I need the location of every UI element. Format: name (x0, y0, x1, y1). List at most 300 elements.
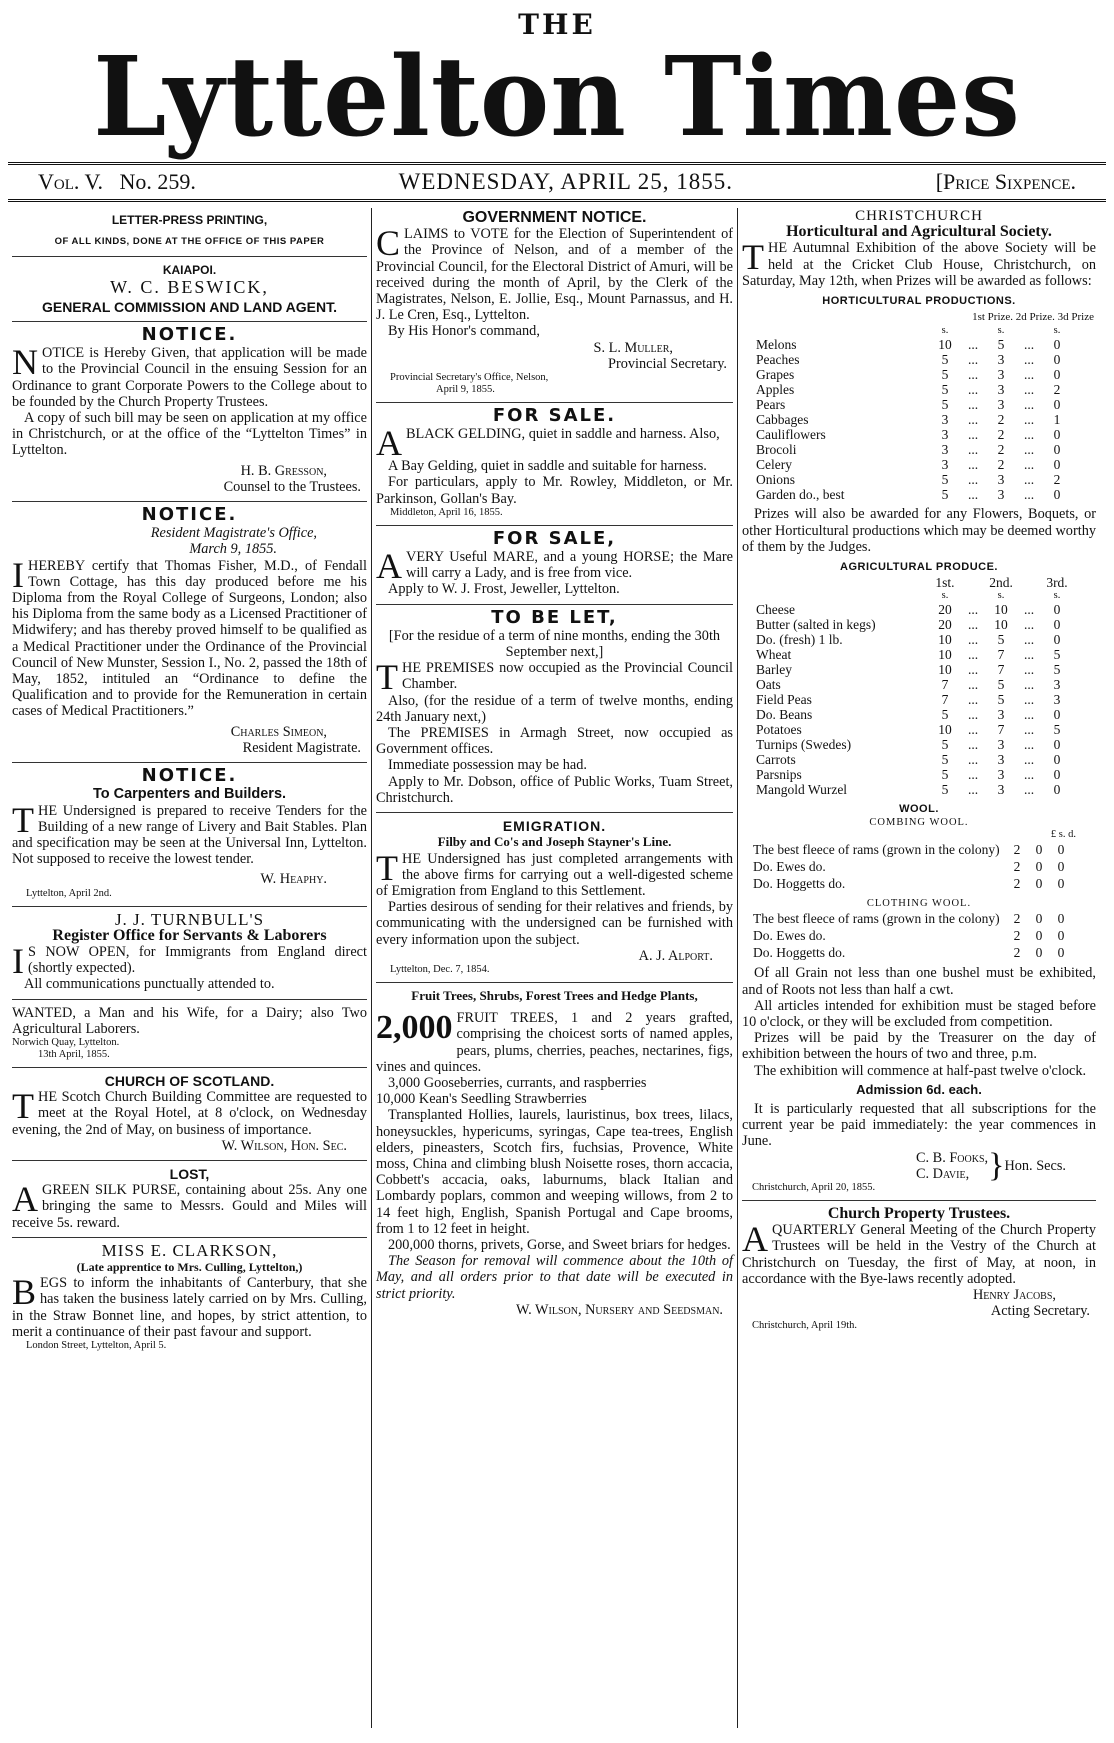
item-name: Oats (756, 677, 781, 693)
pounds: 2 (1013, 876, 1021, 892)
lsd-heads: £ s. d. (1050, 829, 1076, 841)
dot-leader: ... (1023, 707, 1035, 723)
prize-1st: 7 (941, 677, 949, 693)
notice-college (12, 324, 367, 495)
prize-3rd: 0 (1053, 737, 1061, 753)
prize-2nd: 3 (997, 397, 1005, 413)
prize-1st: 3 (941, 412, 949, 428)
prize-3rd: 0 (1053, 782, 1061, 798)
column-1 (8, 208, 372, 1728)
prize-1st: 10 (938, 662, 952, 678)
signature: H. B. Gresson, (240, 462, 327, 479)
notice-date: Lyttelton, April 2nd. (26, 887, 112, 899)
item-name: Brocoli (756, 442, 797, 458)
prize-2nd: 3 (997, 707, 1005, 723)
sale-body: BLACK GELDING, quiet in saddle and harness. Also, (406, 426, 720, 443)
divider (12, 1237, 367, 1238)
table-row (754, 337, 1074, 352)
pence: 0 (1057, 859, 1065, 875)
prize-3rd: 0 (1053, 427, 1061, 443)
wanted-ad: WANTED, a Man and his Wife, for a Dairy; also Two Agricultural Laborers. (12, 1004, 367, 1037)
pence: 0 (1057, 876, 1065, 892)
item-name: Cabbages (756, 412, 809, 428)
drop-cap: A (376, 423, 402, 464)
prize-3rd: 0 (1053, 752, 1061, 768)
unit-row (754, 590, 1074, 602)
divider (376, 982, 733, 983)
pounds: 2 (1013, 911, 1021, 927)
emig-date: Lyttelton, Dec. 7, 1854. (390, 963, 490, 975)
divider (376, 402, 733, 403)
society-place: CHRISTCHURCH (855, 208, 983, 224)
society-intro: HE Autumnal Exhibition of the above Society will be held at the Cricket Club House, Christchurch, on Saturday, May 12th, when Prizes will be awarded as follows: (742, 240, 1096, 289)
dot-leader: ... (1023, 367, 1035, 383)
item-name: Carrots (756, 752, 796, 768)
trees-line: 10,000 Kean's Seedling Strawberries (376, 1091, 587, 1108)
turnbull-register (12, 909, 367, 1061)
spacer-cell (962, 575, 984, 590)
item-name: Do. Hoggetts do. (753, 945, 846, 961)
shillings: 0 (1035, 876, 1043, 892)
hort-table (754, 325, 1074, 502)
dot-leader: ... (1023, 382, 1035, 398)
unit-cell: s. (941, 325, 949, 337)
prize-2nd: 2 (997, 442, 1005, 458)
agri-heading: AGRICULTURAL PRODUCE. (840, 561, 998, 574)
prize-3rd: 0 (1053, 767, 1061, 783)
trees-line: 3,000 Gooseberries, currants, and raspberries (388, 1074, 647, 1091)
signature: Henry Jacobs, (972, 1287, 1056, 1304)
notice-body: HE Undersigned is prepared to receive Tenders for the Building of a new range of Livery and Bait Stables. Plan and specification may be seen at the Universal Inn, Lyttelton. Not supposed to receive the lowest tender. (12, 802, 367, 868)
item-name: Butter (salted in kegs) (756, 617, 876, 633)
table-row (754, 382, 1074, 397)
unit-cell: s. (997, 325, 1005, 337)
sale-date: Middleton, April 16, 1855. (390, 506, 503, 518)
divider (12, 999, 367, 1000)
prize-2nd: 3 (997, 782, 1005, 798)
letterpress-sub: OF ALL KINDS, DONE AT THE OFFICE OF THIS PAPER (54, 236, 325, 248)
clarkson-body: EGS to inform the inhabitants of Canterbury, that she has taken the business lately carried on by Mrs. Culling, in the Straw Bonnet line, and hopes, by strict attention, to merit a continuance of their past favour and support. (12, 1275, 367, 1340)
turnbull-date: 13th April, 1855. (38, 1048, 110, 1060)
commence-note: The exhibition will commence at half-past twelve o'clock. (754, 1062, 1087, 1079)
prize-2nd: 3 (997, 382, 1005, 398)
spacer-cell (962, 590, 984, 602)
sale-heading: FOR SALE, (492, 527, 617, 549)
dot-leader: ... (967, 412, 979, 428)
prize-3rd: 0 (1053, 617, 1061, 633)
hort-heading: HORTICULTURAL PRODUCTIONS. (822, 295, 1016, 308)
prize-3rd: 0 (1053, 602, 1061, 618)
price: [Price Sixpence. (935, 169, 1076, 194)
trees-heading: Fruit Trees, Shrubs, Forest Trees and Hedge Plants, (411, 987, 698, 1003)
prize-3rd: 0 (1053, 487, 1061, 503)
shillings: 0 (1035, 945, 1043, 961)
admission: Admission 6d. each. (856, 1081, 982, 1097)
drop-cap: T (376, 847, 398, 888)
dot-leader: ... (1023, 782, 1035, 798)
unit-row (754, 325, 1074, 337)
emig-sub: Filby and Co's and Joseph Stayner's Line. (437, 834, 672, 850)
pence: 0 (1057, 911, 1065, 927)
drop-cap: T (12, 1086, 34, 1127)
signature: W. Wilson, Hon. Sec. (221, 1137, 347, 1154)
prize-2nd: 5 (997, 692, 1005, 708)
prize-1st: 3 (941, 442, 949, 458)
sale-body: Apply to W. J. Frost, Jeweller, Lyttelton. (388, 581, 620, 598)
dot-leader: ... (1023, 662, 1035, 678)
dot-leader: ... (967, 427, 979, 443)
dot-leader: ... (1023, 337, 1035, 353)
drop-cap: T (12, 799, 34, 840)
dot-leader: ... (967, 677, 979, 693)
table-row (752, 927, 1072, 944)
dot-leader: ... (967, 617, 979, 633)
item-name: Apples (756, 382, 795, 398)
notice-heading: NOTICE. (141, 324, 238, 346)
table-row (754, 412, 1074, 427)
hort-column-heads: 1st Prize. 2d Prize. 3d Prize (972, 311, 1094, 324)
secretaries-title: Hon. Secs. (1004, 1157, 1066, 1174)
signature: Charles Simeon, (230, 723, 327, 740)
lost-notice (12, 1166, 367, 1231)
drop-cap: C (376, 223, 401, 264)
prize-3rd: 3 (1053, 692, 1061, 708)
dot-leader: ... (1023, 442, 1035, 458)
item-name: Turnips (Swedes) (756, 737, 852, 753)
prize-2nd: 5 (997, 337, 1005, 353)
prize-1st: 10 (938, 337, 952, 353)
let-term: [For the residue of a term of nine months, ending the 30th September next,] (388, 627, 721, 661)
shillings: 0 (1035, 859, 1043, 875)
divider (12, 256, 367, 257)
dot-leader: ... (967, 782, 979, 798)
dot-leader: ... (1023, 692, 1035, 708)
turnbull-name: J. J. TURNBULL'S (114, 909, 265, 929)
govt-office: Provincial Secretary's Office, Nelson, (390, 372, 549, 384)
signature-title: Counsel to the Trustees. (223, 478, 361, 495)
society-title: Horticultural and Agricultural Society. (786, 223, 1052, 241)
let-body: Apply to Mr. Dobson, office of Public Works, Tuam Street, Christchurch. (376, 773, 733, 806)
divider (376, 525, 733, 526)
item-name: Mangold Wurzel (756, 782, 848, 798)
pence: 0 (1057, 945, 1065, 961)
dot-leader: ... (967, 752, 979, 768)
sale-body: A Bay Gelding, quiet in saddle and suitable for harness. (388, 458, 707, 475)
dot-leader: ... (1023, 617, 1035, 633)
column-3 (738, 208, 1100, 1728)
divider (12, 906, 367, 907)
dot-leader: ... (1023, 647, 1035, 663)
table-row (754, 472, 1074, 487)
table-header-row (754, 575, 1074, 590)
prize-2nd: 7 (997, 662, 1005, 678)
let-body: Also, (for the residue of a term of twelve months, ending 24th January next,) (376, 692, 733, 725)
prize-2nd: 5 (997, 632, 1005, 648)
govt-command: By His Honor's command, (388, 323, 540, 340)
divider (376, 812, 733, 813)
combing-table (752, 841, 1072, 892)
for-sale-gelding (376, 405, 733, 519)
emigration (376, 818, 733, 976)
fruit-trees-ad (376, 988, 733, 1318)
prize-2nd: 2 (997, 427, 1005, 443)
table-row (754, 632, 1074, 647)
pence: 0 (1057, 928, 1065, 944)
sale-body: For particulars, apply to Mr. Rowley, Middleton, or Mr. Parkinson, Gollan's Bay. (376, 474, 733, 507)
dot-leader: ... (967, 707, 979, 723)
table-row (754, 442, 1074, 457)
grain-note: Of all Grain not less than one bushel must be exhibited, and of Roots not less than half a cwt. (742, 965, 1096, 998)
spacer-cell (962, 325, 984, 337)
drop-cap: N (12, 342, 38, 383)
prize-3rd: 5 (1053, 722, 1061, 738)
prize-2nd: 3 (997, 472, 1005, 488)
dot-leader: ... (967, 397, 979, 413)
prize-3rd: 0 (1053, 442, 1061, 458)
item-name: Cheese (756, 602, 795, 618)
prize-2nd: 3 (997, 752, 1005, 768)
for-sale-mare (376, 527, 733, 598)
drop-cap: A (376, 546, 402, 587)
table-row (754, 617, 1074, 632)
item-name: Grapes (756, 367, 795, 383)
prize-1st: 5 (941, 367, 949, 383)
item-name: The best fleece of rams (grown in the colony) (753, 842, 1000, 858)
shillings: 0 (1035, 842, 1043, 858)
turnbull-title: Register Office for Servants & Laborers (52, 926, 327, 944)
notice-heading: NOTICE. (141, 765, 238, 787)
column-2 (372, 208, 738, 1728)
divider (376, 604, 733, 605)
prize-3rd: 0 (1053, 457, 1061, 473)
volume: Vol. V. (38, 169, 104, 194)
prize-3rd: 3 (1053, 677, 1061, 693)
table-row (752, 841, 1072, 858)
prize-1st: 5 (941, 752, 949, 768)
church-body: HE Scotch Church Building Committee are requested to meet at the Royal Hotel, at 8 o'clock, on Wednesday evening, the 2nd of May, on business of importance. (12, 1089, 367, 1138)
turnbull-body: All communications punctually attended to. (24, 976, 275, 993)
item-name: Do. (fresh) 1 lb. (756, 632, 843, 648)
sale-heading: FOR SALE. (492, 405, 617, 427)
prize-1st: 20 (938, 617, 952, 633)
pounds: 2 (1013, 842, 1021, 858)
letterpress-heading: LETTER-PRESS PRINTING, (111, 213, 268, 227)
prize-2nd: 5 (997, 677, 1005, 693)
signature: A. J. Alport. (638, 947, 713, 964)
table-row (752, 858, 1072, 875)
table-row (754, 457, 1074, 472)
dot-leader: ... (1023, 737, 1035, 753)
table-row (754, 352, 1074, 367)
prize-3rd: 0 (1053, 367, 1061, 383)
item-name: Do. Ewes do. (753, 928, 826, 944)
dot-leader: ... (1023, 487, 1035, 503)
staged-note: All articles intended for exhibition must be staged before 10 o'clock, or they will be excluded from competition. (742, 997, 1096, 1031)
dot-leader: ... (967, 632, 979, 648)
prize-3rd: 2 (1053, 472, 1061, 488)
drop-cap: A (742, 1219, 768, 1260)
prize-2nd: 3 (997, 367, 1005, 383)
let-body: HE PREMISES now occupied as the Provincial Council Chamber. (402, 660, 733, 693)
dot-leader: ... (1023, 632, 1035, 648)
clarkson-sub: (Late apprentice to Mrs. Culling, Lyttelton,) (76, 1259, 303, 1274)
church-property-trustees (742, 1206, 1096, 1331)
prize-1st: 10 (938, 647, 952, 663)
dot-leader: ... (1023, 352, 1035, 368)
unit-cell: s. (941, 590, 949, 602)
dot-leader: ... (1023, 767, 1035, 783)
dot-leader: ... (967, 737, 979, 753)
dot-leader: ... (967, 337, 979, 353)
lost-heading: LOST, (169, 1165, 210, 1182)
dot-leader: ... (967, 352, 979, 368)
trees-body: 200,000 thorns, privets, Gorse, and Sweet briars for hedges. (388, 1236, 731, 1253)
prize-1st: 3 (941, 427, 949, 443)
cpt-body: QUARTERLY General Meeting of the Church Property Trustees will be held in the Vestry of the Church at Christchurch on Tuesday, the first of May, at noon, in accordance with the Bye-laws recently adopted. (742, 1222, 1096, 1287)
header-2nd: 2nd. (989, 575, 1013, 591)
prize-1st: 5 (941, 737, 949, 753)
clarkson-ad (12, 1240, 367, 1352)
prize-1st: 5 (941, 767, 949, 783)
columns (8, 208, 1106, 1728)
prize-3rd: 0 (1053, 352, 1061, 368)
prize-3rd: 0 (1053, 707, 1061, 723)
spacer-cell (754, 325, 928, 337)
dot-leader: ... (1023, 427, 1035, 443)
table-row (754, 782, 1074, 797)
prizes-note: Prizes will also be awarded for any Flowers, Boquets, or other Horticultural productions which may be deemed worthy of them by the Judges. (742, 506, 1096, 555)
item-name: Onions (756, 472, 796, 488)
dot-leader: ... (1023, 397, 1035, 413)
item-name: Melons (756, 337, 797, 353)
header-3rd: 3rd. (1046, 575, 1068, 591)
notice-carpenters (12, 765, 367, 899)
prize-1st: 5 (941, 472, 949, 488)
table-row (752, 910, 1072, 927)
prize-3rd: 1 (1053, 412, 1061, 428)
let-body: Immediate possession may be had. (388, 757, 587, 774)
prize-2nd: 7 (997, 722, 1005, 738)
pence: 0 (1057, 842, 1065, 858)
item-name: Garden do., best (756, 487, 845, 503)
secretaries (742, 1146, 1096, 1184)
dot-leader: ... (967, 647, 979, 663)
turnbull-place: Norwich Quay, Lyttelton. (12, 1036, 120, 1048)
dot-leader: ... (967, 602, 979, 618)
beswick-role: GENERAL COMMISSION AND LAND AGENT. (41, 298, 338, 315)
signature-title: Acting Secretary. (990, 1303, 1090, 1320)
prize-2nd: 7 (997, 647, 1005, 663)
table-row (754, 427, 1074, 442)
item-name: Do. Hoggetts do. (753, 876, 846, 892)
trees-body: Transplanted Hollies, laurels, lauristinus, box trees, lilacs, honeysuckles, hypericums, syringas, Cape tea-trees, English elders, pineasters, Scotch firs, fuchsias, Provence, White moss, China and climbing blush Noisette roses, thorn accacia, Cobbett's accacia, oaks, laburnums, black Italian and Lombardy poplars, common and weeping willows, from 2 to 14 feet high, English, Spanish Portugal and Cape brooms, from 1 to 12 feet in height. (376, 1107, 733, 1237)
let-body: The PREMISES in Armagh Street, now occupied as Government offices. (376, 725, 733, 758)
society-date: Christchurch, April 20, 1855. (752, 1182, 876, 1194)
brace: } (988, 1146, 1005, 1184)
drop-cap: T (376, 657, 398, 698)
govt-body: LAIMS to VOTE for the Election of Superintendent of the Province of Nelson, and of a member of the Provincial Council, for the Electoral District of Amuri, will be received during the month of April, by the Clerk of the Magistrates, Nelson, E. Jollie, Esq., Mount Parnassus, and H. J. Le Cren, Esq., Lyttelton. (376, 226, 733, 324)
prize-1st: 5 (941, 382, 949, 398)
dot-leader: ... (967, 457, 979, 473)
prize-1st: 10 (938, 632, 952, 648)
item-name: Barley (756, 662, 792, 678)
item-name: Celery (756, 457, 792, 473)
dot-leader: ... (967, 767, 979, 783)
prize-1st: 5 (941, 782, 949, 798)
emig-body: HE Undersigned has just completed arrangements with the above firms for carrying out a well-digested scheme of Emigration from England to this Settlement. (376, 850, 733, 899)
emig-body: Parties desirous of sending for their relatives and friends, by communicating with the undersigned can be furnished with every information upon the subject. (376, 899, 733, 948)
item-name: Do. Beans (756, 707, 813, 723)
clothing-table (752, 910, 1072, 961)
trees-body: FRUIT TREES, 1 and 2 years grafted, comprising the choicest sorts of named apples, pears, plums, cherries, peaches, nectarines, figs, vines and quinces. (376, 1010, 733, 1075)
notice-medical (12, 504, 367, 756)
item-name: Cauliflowers (756, 427, 826, 443)
dot-leader: ... (1023, 412, 1035, 428)
notice-body: HEREBY certify that Thomas Fisher, M.D., of Fendall Town Cottage, has this day produced before me his Diploma from the Royal College of Surgeons, London; also his Diploma from the same body as a Licensed Practitioner of Midwifery; and has thereby proved himself to be qualified as a Medical Practitioner under the Ordinance of the Provincial Council of New Munster, Session I., No. 2, passed the 18th of May, 1852, intituled an “Ordinance to define the Qualification and to provide for the Remuneration in certain cases of Medical Practitioners.” (12, 557, 367, 720)
beswick-name: W. C. BESWICK, (110, 276, 269, 297)
dot-leader: ... (1023, 472, 1035, 488)
spacer-cell (754, 575, 928, 590)
big-number: 2,000 (376, 1009, 453, 1047)
dot-leader: ... (1023, 677, 1035, 693)
notice-body: A copy of such bill may be seen on application at my office in Christchurch, or at the office of the “Lyttelton Times” in Lyttelton. (12, 410, 367, 459)
prize-1st: 5 (941, 352, 949, 368)
divider (12, 321, 367, 322)
dot-leader: ... (967, 722, 979, 738)
table-row (754, 707, 1074, 722)
dot-leader: ... (967, 692, 979, 708)
prize-1st: 5 (941, 707, 949, 723)
table-row (754, 647, 1074, 662)
spacer-cell (1018, 325, 1040, 337)
masthead (8, 0, 1106, 202)
issue-date: WEDNESDAY, APRIL 25, 1855. (398, 169, 734, 194)
govt-heading: GOVERNMENT NOTICE. (462, 209, 647, 226)
divider (12, 501, 367, 502)
agri-table (754, 575, 1074, 797)
notice-body: OTICE is Hereby Given, that application will be made to the Provincial Council in the ensuing Session for an Ordinance to grant Corporate Powers to the College about to be founded by the Church Property Trustees. (12, 345, 367, 410)
kaiapoi-heading: KAIAPOI. (162, 263, 217, 278)
dot-leader: ... (967, 487, 979, 503)
prize-2nd: 3 (997, 352, 1005, 368)
item-name: Do. Ewes do. (753, 859, 826, 875)
prize-2nd: 3 (997, 487, 1005, 503)
dot-leader: ... (967, 662, 979, 678)
issue-number: No. 259. (119, 169, 196, 194)
clothing-heading: CLOTHING WOOL. (866, 898, 972, 910)
prize-2nd: 2 (997, 457, 1005, 473)
prize-1st: 3 (941, 457, 949, 473)
prize-3rd: 5 (1053, 662, 1061, 678)
government-notice (376, 210, 733, 396)
table-row (754, 737, 1074, 752)
secretary-name: C. Davie, (915, 1165, 970, 1182)
table-row (754, 662, 1074, 677)
table-row (754, 722, 1074, 737)
masthead-the: THE (518, 8, 596, 41)
prize-1st: 20 (938, 602, 952, 618)
item-name: Wheat (756, 647, 792, 663)
church-heading: CHURCH OF SCOTLAND. (104, 1072, 275, 1089)
paid-note: Prizes will be paid by the Treasurer on the day of exhibition between the hours of two and three, p.m. (742, 1030, 1096, 1063)
prize-2nd: 3 (997, 767, 1005, 783)
dot-leader: ... (967, 382, 979, 398)
item-name: Pears (756, 397, 786, 413)
prize-1st: 7 (941, 692, 949, 708)
unit-cell: s. (1053, 590, 1061, 602)
dot-leader: ... (967, 442, 979, 458)
drop-cap: B (12, 1272, 37, 1313)
